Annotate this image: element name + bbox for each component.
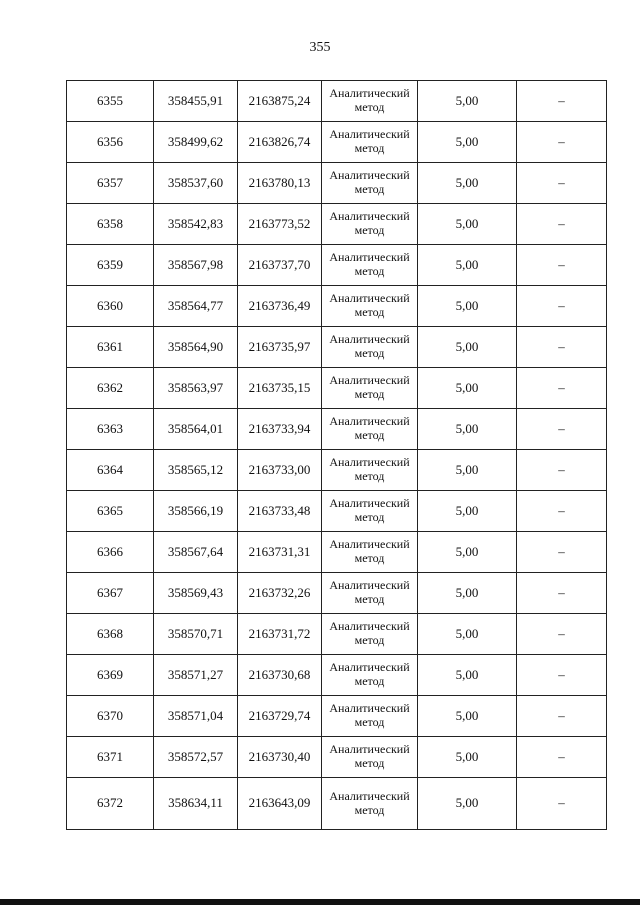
method-line-2: метод	[354, 756, 385, 770]
method-cell	[322, 286, 418, 327]
accuracy-cell: 5,00	[418, 450, 517, 491]
method-cell	[322, 696, 418, 737]
coordinates-table-body	[67, 81, 607, 830]
point-number-cell: 6371	[67, 737, 154, 778]
method-line-1: Аналитический	[329, 619, 410, 634]
accuracy-cell: 5,00	[418, 696, 517, 737]
method-line-1: Аналитический	[329, 127, 410, 142]
note-cell: –	[517, 327, 607, 368]
method-line-1: Аналитический	[329, 455, 410, 470]
note-cell: –	[517, 204, 607, 245]
coordinate-x-cell: 358569,43	[154, 573, 238, 614]
note-cell: –	[517, 573, 607, 614]
accuracy-cell: 5,00	[418, 614, 517, 655]
note-cell: –	[517, 696, 607, 737]
method-cell	[322, 409, 418, 450]
coordinate-y-cell: 2163730,68	[238, 655, 322, 696]
method-line-1: Аналитический	[329, 414, 410, 429]
note-cell: –	[517, 81, 607, 122]
point-number-cell: 6356	[67, 122, 154, 163]
method-cell	[322, 491, 418, 532]
method-cell	[322, 327, 418, 368]
point-number-cell: 6368	[67, 614, 154, 655]
accuracy-cell: 5,00	[418, 573, 517, 614]
coordinate-y-cell: 2163730,40	[238, 737, 322, 778]
coordinate-x-cell: 358564,01	[154, 409, 238, 450]
point-number-cell: 6363	[67, 409, 154, 450]
method-line-2: метод	[354, 551, 385, 565]
point-number-cell: 6366	[67, 532, 154, 573]
table-row	[67, 327, 607, 368]
method-line-2: метод	[354, 469, 385, 483]
method-line-2: метод	[354, 633, 385, 647]
coordinates-table-wrapper	[66, 80, 600, 830]
accuracy-cell: 5,00	[418, 163, 517, 204]
point-number-cell: 6358	[67, 204, 154, 245]
table-row	[67, 778, 607, 830]
coordinate-y-cell: 2163735,15	[238, 368, 322, 409]
point-number-cell: 6369	[67, 655, 154, 696]
note-cell: –	[517, 122, 607, 163]
coordinate-x-cell: 358566,19	[154, 491, 238, 532]
point-number-cell: 6359	[67, 245, 154, 286]
method-line-1: Аналитический	[329, 537, 410, 552]
note-cell: –	[517, 491, 607, 532]
table-row	[67, 532, 607, 573]
coordinate-x-cell: 358564,77	[154, 286, 238, 327]
accuracy-cell: 5,00	[418, 737, 517, 778]
point-number-cell: 6362	[67, 368, 154, 409]
note-cell: –	[517, 532, 607, 573]
coordinate-y-cell: 2163736,49	[238, 286, 322, 327]
method-line-1: Аналитический	[329, 250, 410, 265]
accuracy-cell: 5,00	[418, 327, 517, 368]
coordinate-y-cell: 2163733,94	[238, 409, 322, 450]
note-cell: –	[517, 450, 607, 491]
method-cell	[322, 81, 418, 122]
table-row	[67, 614, 607, 655]
point-number-cell: 6355	[67, 81, 154, 122]
note-cell: –	[517, 409, 607, 450]
coordinate-x-cell: 358571,04	[154, 696, 238, 737]
coordinate-y-cell: 2163732,26	[238, 573, 322, 614]
method-line-2: метод	[354, 346, 385, 360]
coordinate-x-cell: 358499,62	[154, 122, 238, 163]
accuracy-cell: 5,00	[418, 245, 517, 286]
accuracy-cell: 5,00	[418, 368, 517, 409]
coordinate-x-cell: 358567,64	[154, 532, 238, 573]
method-cell	[322, 573, 418, 614]
accuracy-cell: 5,00	[418, 409, 517, 450]
note-cell: –	[517, 778, 607, 830]
point-number-cell: 6367	[67, 573, 154, 614]
method-line-2: метод	[354, 305, 385, 319]
note-cell: –	[517, 368, 607, 409]
table-row	[67, 204, 607, 245]
method-line-2: метод	[354, 802, 385, 817]
method-line-2: метод	[354, 100, 385, 114]
table-row	[67, 655, 607, 696]
method-line-1: Аналитический	[329, 86, 410, 101]
coordinates-table	[66, 80, 607, 830]
table-row	[67, 368, 607, 409]
coordinate-y-cell: 2163773,52	[238, 204, 322, 245]
coordinate-y-cell: 2163729,74	[238, 696, 322, 737]
coordinate-x-cell: 358567,98	[154, 245, 238, 286]
method-cell	[322, 614, 418, 655]
coordinate-x-cell: 358542,83	[154, 204, 238, 245]
method-line-1: Аналитический	[329, 660, 410, 675]
method-line-2: метод	[354, 715, 385, 729]
coordinate-x-cell: 358634,11	[154, 778, 238, 830]
coordinate-x-cell: 358455,91	[154, 81, 238, 122]
point-number-cell: 6357	[67, 163, 154, 204]
coordinate-x-cell: 358572,57	[154, 737, 238, 778]
point-number-cell: 6372	[67, 778, 154, 830]
method-cell	[322, 655, 418, 696]
accuracy-cell: 5,00	[418, 204, 517, 245]
table-row	[67, 81, 607, 122]
method-line-2: метод	[354, 223, 385, 237]
method-line-1: Аналитический	[329, 742, 410, 757]
table-row	[67, 573, 607, 614]
coordinate-y-cell: 2163733,00	[238, 450, 322, 491]
method-cell	[322, 204, 418, 245]
table-row	[67, 450, 607, 491]
method-line-1: Аналитический	[329, 291, 410, 306]
accuracy-cell: 5,00	[418, 491, 517, 532]
coordinate-x-cell: 358564,90	[154, 327, 238, 368]
coordinate-y-cell: 2163826,74	[238, 122, 322, 163]
method-line-1: Аналитический	[329, 788, 410, 803]
note-cell: –	[517, 245, 607, 286]
point-number-cell: 6365	[67, 491, 154, 532]
coordinate-y-cell: 2163733,48	[238, 491, 322, 532]
note-cell: –	[517, 163, 607, 204]
accuracy-cell: 5,00	[418, 655, 517, 696]
coordinate-x-cell: 358537,60	[154, 163, 238, 204]
accuracy-cell: 5,00	[418, 778, 517, 830]
coordinate-y-cell: 2163731,31	[238, 532, 322, 573]
method-line-2: метод	[354, 592, 385, 606]
method-cell	[322, 737, 418, 778]
method-cell	[322, 245, 418, 286]
coordinate-y-cell: 2163875,24	[238, 81, 322, 122]
method-line-2: метод	[354, 264, 385, 278]
method-line-2: метод	[354, 182, 385, 196]
table-row	[67, 737, 607, 778]
coordinate-y-cell: 2163735,97	[238, 327, 322, 368]
method-line-2: метод	[354, 674, 385, 688]
table-row	[67, 696, 607, 737]
method-line-1: Аналитический	[329, 332, 410, 347]
method-line-2: метод	[354, 141, 385, 155]
table-row	[67, 491, 607, 532]
table-row	[67, 122, 607, 163]
method-cell	[322, 778, 418, 830]
method-cell	[322, 450, 418, 491]
note-cell: –	[517, 655, 607, 696]
note-cell: –	[517, 737, 607, 778]
accuracy-cell: 5,00	[418, 122, 517, 163]
table-row	[67, 163, 607, 204]
table-row	[67, 409, 607, 450]
coordinate-x-cell: 358571,27	[154, 655, 238, 696]
coordinate-y-cell: 2163737,70	[238, 245, 322, 286]
method-cell	[322, 122, 418, 163]
method-line-1: Аналитический	[329, 373, 410, 388]
accuracy-cell: 5,00	[418, 81, 517, 122]
method-line-2: метод	[354, 428, 385, 442]
note-cell: –	[517, 286, 607, 327]
coordinate-y-cell: 2163643,09	[238, 778, 322, 830]
method-line-2: метод	[354, 510, 385, 524]
page-number: 355	[309, 40, 331, 55]
method-line-1: Аналитический	[329, 209, 410, 224]
coordinate-y-cell: 2163780,13	[238, 163, 322, 204]
note-cell: –	[517, 614, 607, 655]
table-row	[67, 245, 607, 286]
method-line-1: Аналитический	[329, 578, 410, 593]
coordinate-y-cell: 2163731,72	[238, 614, 322, 655]
method-line-2: метод	[354, 387, 385, 401]
method-line-1: Аналитический	[329, 496, 410, 511]
method-cell	[322, 163, 418, 204]
method-cell	[322, 532, 418, 573]
coordinate-x-cell: 358570,71	[154, 614, 238, 655]
coordinate-x-cell: 358565,12	[154, 450, 238, 491]
method-line-1: Аналитический	[329, 701, 410, 716]
point-number-cell: 6361	[67, 327, 154, 368]
point-number-cell: 6370	[67, 696, 154, 737]
accuracy-cell: 5,00	[418, 532, 517, 573]
coordinate-x-cell: 358563,97	[154, 368, 238, 409]
accuracy-cell: 5,00	[418, 286, 517, 327]
table-row	[67, 286, 607, 327]
point-number-cell: 6364	[67, 450, 154, 491]
method-line-1: Аналитический	[329, 168, 410, 183]
bottom-scan-edge	[0, 899, 640, 905]
point-number-cell: 6360	[67, 286, 154, 327]
method-cell	[322, 368, 418, 409]
